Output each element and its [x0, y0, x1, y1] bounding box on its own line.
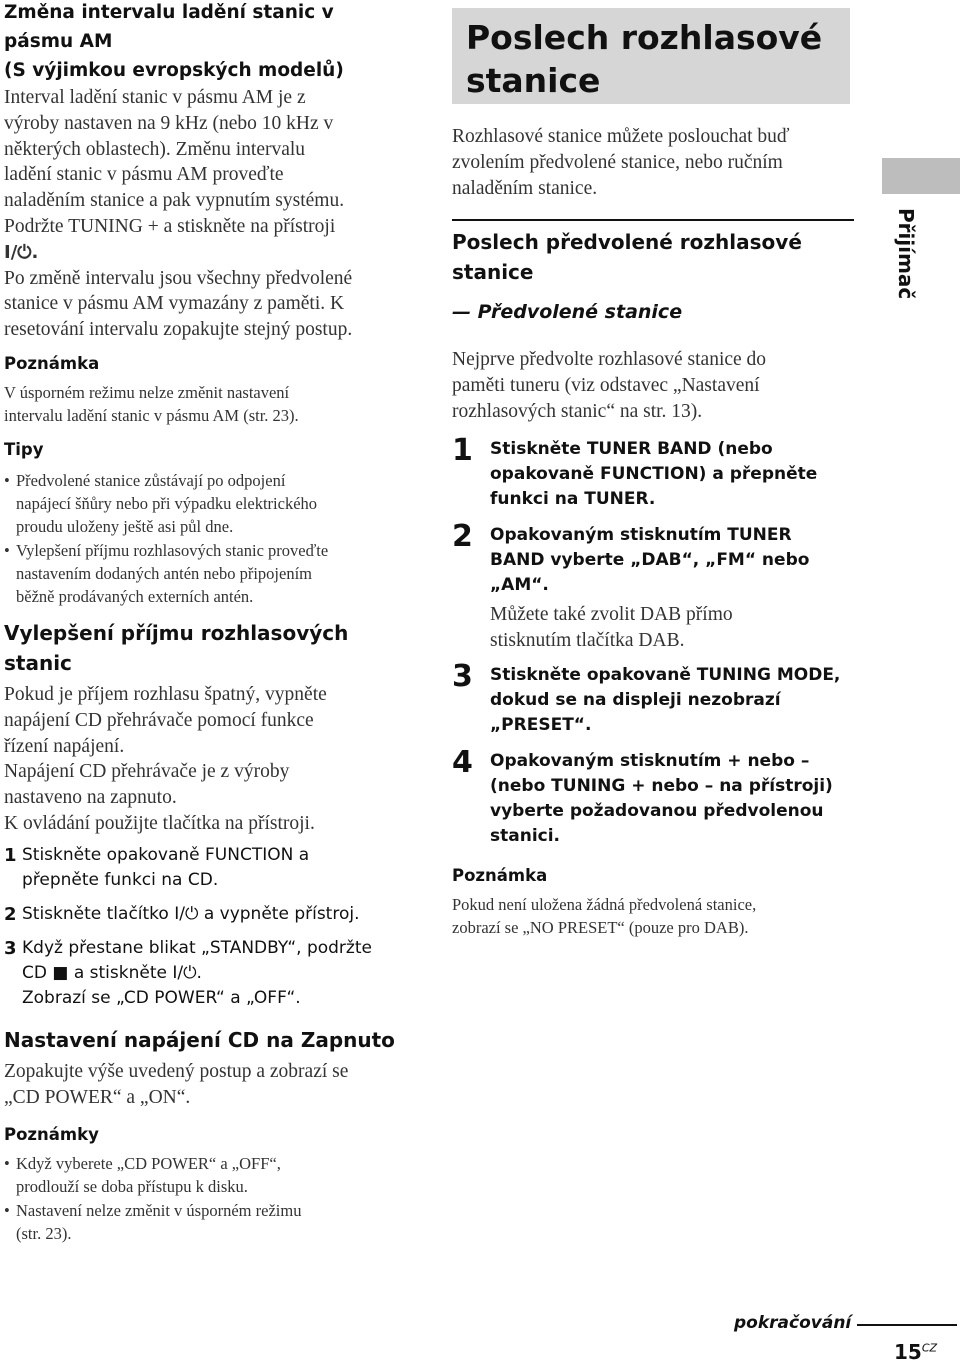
tips-title: Tipy [4, 439, 44, 459]
preset-paragraph: Nejprve předvolte rozhlasové stanice do paměti tuneru (viz odstavec „Nastavení rozhlasových stanic“ na str. 13). [452, 349, 767, 422]
note-title: Poznámka [4, 353, 100, 373]
notes-title: Poznámky [4, 1125, 99, 1145]
note-text: V úsporném režimu nelze změnit nastavení intervalu ladění stanic v pásmu AM (str. 23). [4, 382, 299, 425]
bullet-icon: • [4, 470, 10, 490]
step-number: 4 [452, 745, 473, 781]
bullet-icon: • [4, 540, 10, 560]
page-suffix: CZ [921, 1341, 938, 1355]
section-title: Poslech rozhlasové stanice [466, 18, 823, 100]
step-note: Můžete také zvolit DAB přímo stisknutím tlačítka DAB. [490, 603, 733, 651]
power-icon: I/⏻. [4, 241, 39, 263]
step-item: 2 Stiskněte tlačítko I/⏻ a vypněte přístroj. [4, 903, 360, 925]
side-tab-marker [882, 158, 960, 194]
step-item: 3 Stiskněte opakovaně TUNING MODE, dokud se na displeji nezobrazí „PRESET“. [452, 659, 841, 736]
step-number: 3 [4, 937, 17, 959]
tip-item: • Vylepšení příjmu rozhlasových stanic proveďte nastavením dodaných antén nebo připojením běžně prodávaných externích antén. [4, 540, 329, 606]
step-item: 4 Opakovaným stisknutím + nebo – (nebo TUNING + nebo – na přístroji) vyberte požadovanou předvolenou stanici. [452, 745, 833, 847]
preset-note-title: Poznámka [452, 866, 548, 886]
step-number: 3 [452, 659, 473, 695]
reception-steps [4, 843, 424, 1011]
step-number: 1 [4, 844, 17, 866]
preset-steps [452, 432, 852, 850]
preset-subheading: — Předvolené stanice [452, 301, 683, 324]
section-title-box [452, 8, 850, 104]
step-item: 1 Stiskněte opakovaně FUNCTION a přepněte funkci na CD. [4, 844, 310, 890]
cd-power-heading: Nastavení napájení CD na Zapnuto [4, 1027, 395, 1052]
step-item: 3 Když přestane blikat „STANDBY“, podržte CD ■ a stiskněte I/⏻. Zobrazí se „CD POWER“ a „OFF“. [4, 937, 372, 1008]
am-interval-heading: Změna intervalu ladění stanic v pásmu AM (S výjimkou evropských modelů) [4, 2, 344, 81]
step-number: 2 [452, 518, 473, 554]
step-item: 1 Stiskněte TUNER BAND (nebo opakovaně FUNCTION) a přepněte funkci na TUNER. [452, 432, 818, 509]
reception-paragraph: Pokud je příjem rozhlasu špatný, vypněte napájení CD přehrávače pomocí funkce řízení napájení. Napájení CD přehrávače je z výroby nastaveno na zapnuto. K ovládání použijte tlačítka na přístroji. [4, 683, 327, 834]
cd-power-paragraph: Zopakujte výše uvedený postup a zobrazí se „CD POWER“ a „ON“. [4, 1060, 349, 1108]
note-item: • Nastavení nelze změnit v úsporném režimu (str. 23). [4, 1201, 302, 1244]
bullet-icon: • [4, 1201, 10, 1221]
intro-paragraph: Rozhlasové stanice můžete poslouchat buď zvolením předvolené stanice, nebo ručním naladěním stanice. [452, 126, 790, 199]
continued-rule [857, 1324, 957, 1326]
heading-rule [452, 219, 854, 221]
tip-item: • Předvolené stanice zůstávají po odpojení napájecí šňůry nebo při výpadku elektrického proudu uloženy ještě asi půl dne. [4, 470, 318, 536]
step-item: 2 Opakovaným stisknutím TUNER BAND vyberte „DAB“, „FM“ nebo „AM“. Můžete také zvolit DAB přímo stisknutím tlačítka DAB. [452, 523, 852, 654]
left-column [4, 0, 424, 1245]
reception-heading: Vylepšení příjmu rozhlasových stanic [4, 620, 349, 675]
bullet-icon: • [4, 1154, 10, 1174]
note-item: • Když vyberete „CD POWER“ a „OFF“, prodlouží se doba přístupu k disku. [4, 1154, 281, 1197]
step-number: 2 [4, 903, 17, 925]
preset-note-text: Pokud není uložena žádná předvolená stanice, zobrazí se „NO PRESET“ (pouze pro DAB). [452, 895, 757, 938]
preset-heading: Poslech předvolené rozhlasové stanice [452, 230, 802, 285]
page-number: $15^{CZ}$ [894, 1340, 938, 1364]
step-number: 1 [452, 432, 473, 468]
side-section-label: Přijímač [894, 208, 918, 300]
continued-label: pokračování [734, 1313, 852, 1333]
right-column [452, 8, 852, 939]
am-interval-paragraph: Interval ladění stanic v pásmu AM je z výroby nastaven na 9 kHz (nebo 10 kHz v některých oblastech). Změnu intervalu ladění stanic v pásmu AM proveďte naladěním stanice a pak vypnutím systému. Podržte TUNING + a stiskněte na přístroji I/⏻. Po změně intervalu jsou všechny předvolené stanice v pásmu AM vymazány z paměti. K resetování intervalu zopakujte stejný postup. [4, 87, 353, 341]
